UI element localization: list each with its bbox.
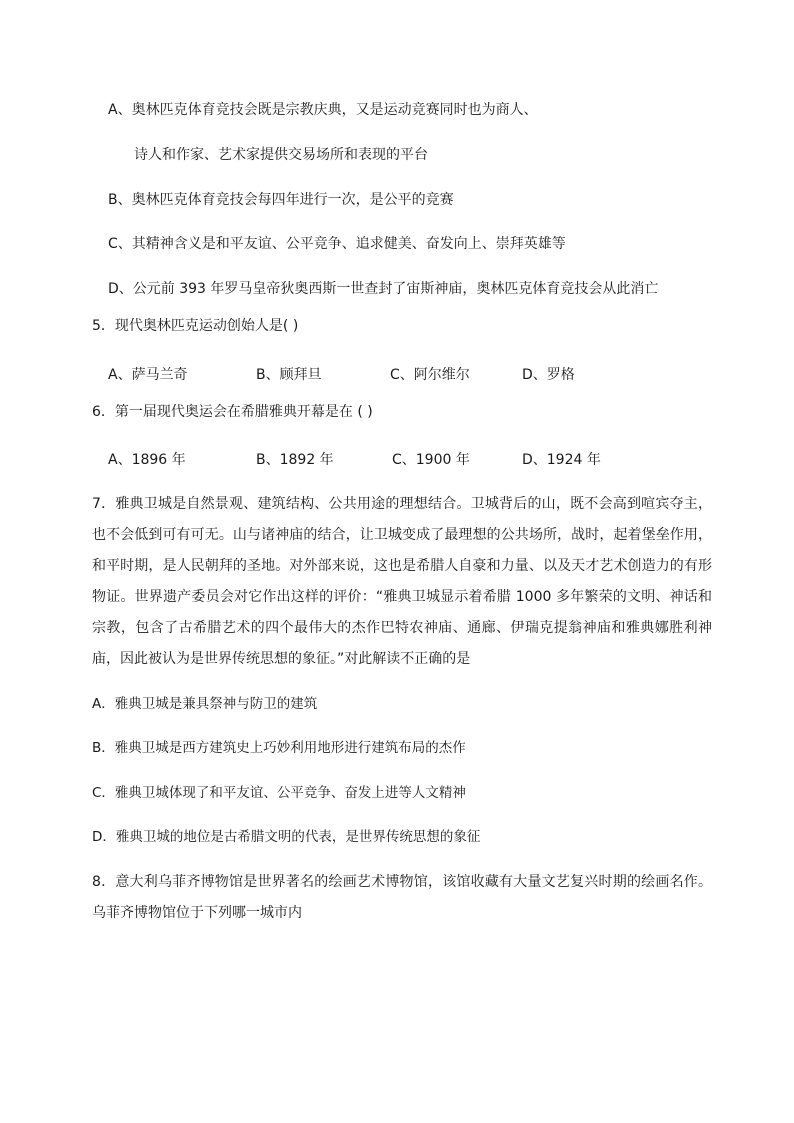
q4-option-b: B、奥林匹克体育竞技会每四年进行一次，是公平的竞赛 xyxy=(108,192,454,208)
q7-option-d: D．雅典卫城的地位是古希腊文明的代表，是世界传统思想的象征 xyxy=(92,829,481,845)
q5-option-b: B、顾拜旦 xyxy=(256,367,322,383)
q5-option-d: D、罗格 xyxy=(522,367,575,383)
q6-stem: 6．第一届现代奥运会在希腊雅典开幕是在 ( ) xyxy=(92,404,373,420)
q4-option-a-line2: 诗人和作家、艺术家提供交易场所和表现的平台 xyxy=(134,147,428,163)
q4-option-c: C、其精神含义是和平友谊、公平竞争、追求健美、奋发向上、崇拜英雄等 xyxy=(108,236,566,252)
q6-option-d: D、1924 年 xyxy=(522,452,601,468)
q5-option-c: C、阿尔维尔 xyxy=(390,367,470,383)
q7-option-c: C．雅典卫城体现了和平友谊、公平竞争、奋发上进等人文精神 xyxy=(92,785,466,801)
q6-option-b: B、1892 年 xyxy=(256,452,334,468)
q4-option-a-line1: A、奥林匹克体育竞技会既是宗教庆典，又是运动竞赛同时也为商人、 xyxy=(108,102,538,118)
q5-option-a: A、萨马兰奇 xyxy=(108,367,188,383)
q8-stem: 8．意大利乌菲齐博物馆是世界著名的绘画艺术博物馆，该馆收藏有大量文艺复兴时期的绘画名作。乌菲齐博物馆位于下列哪一城市内 xyxy=(92,874,712,921)
q5-stem: 5．现代奥林匹克运动创始人是( ) xyxy=(92,318,299,334)
q7-option-a: A．雅典卫城是兼具祭神与防卫的建筑 xyxy=(92,696,318,712)
q6-option-a: A、1896 年 xyxy=(108,452,186,468)
q6-option-c: C、1900 年 xyxy=(392,452,470,468)
q4-option-d: D、公元前 393 年罗马皇帝狄奥西斯一世查封了宙斯神庙，奥林匹克体育竞技会从此消亡 xyxy=(108,281,659,297)
q7-option-b: B．雅典卫城是西方建筑史上巧妙利用地形进行建筑布局的杰作 xyxy=(92,740,466,756)
q7-stem: 7．雅典卫城是自然景观、建筑结构、公共用途的理想结合。卫城背后的山，既不会高到喧宾夺主，也不会低到可有可无。山与诸神庙的结合，让卫城变成了最理想的公共场所，战时，起着堡垒作用，和平时期，是人民朝拜的圣地。对外部来说，这也是希腊人自豪和力量、以及天才艺术创造力的有形物证。世界遗产委员会对它作出这样的评价：“雅典卫城显示着希腊 1000 多年繁荣的文明、神话和宗教，包含了古希腊艺术的四个最伟大的杰作巴特农神庙、通廊、伊瑞克提翁神庙和雅典娜胜利神庙，因此被认为是世界传统思想的象征。”对此解读不正确的是 xyxy=(92,496,712,667)
